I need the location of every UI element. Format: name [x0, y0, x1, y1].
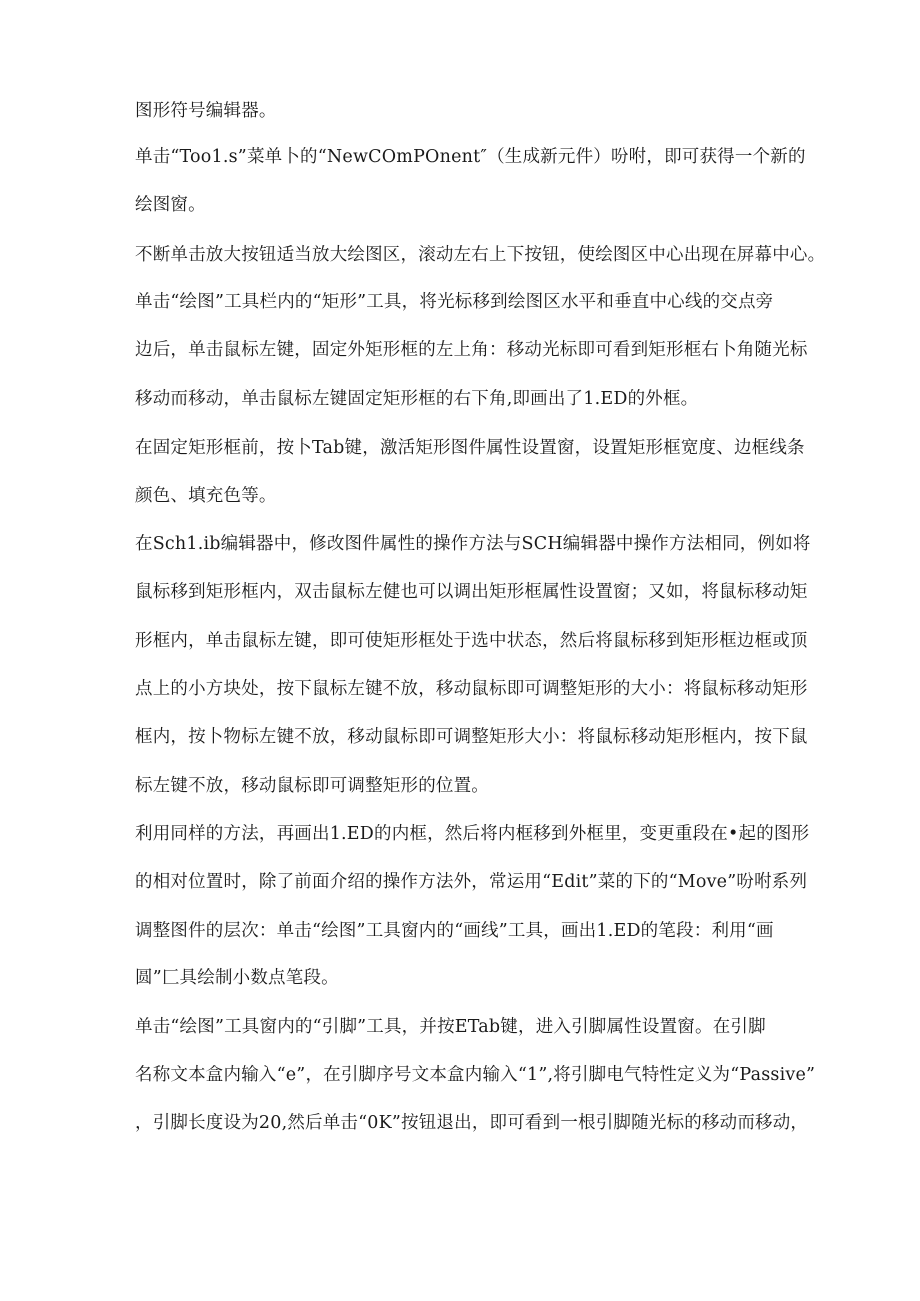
text-line: 鼠标移到矩形框内，双击鼠标左健也可以调出矩形框属性设置窗；又如，将鼠标移动矩: [135, 582, 808, 602]
text-line: 图形符号编辑器。: [135, 101, 277, 121]
text-line: 单击“Too1.s”菜单卜的“NewCOmPOnent″（生成新元件）吩咐，即可获得一个新的: [135, 147, 806, 167]
text-line: 在固定矩形框前，按卜Tab键，激活矩形图件属性设置窗，设置矩形框宽度、边框线条: [135, 438, 805, 458]
text-line: 颜色、填充色等。: [135, 486, 277, 506]
text-line: 名称文本盒内输入“e”，在引脚序号文本盒内输入“1”,将引脚电气特性定义为“Passive”: [135, 1065, 816, 1085]
text-line: 的相对位置时，除了前面介绍的操作方法外，常运用“Edit”菜的下的“Move”吩咐系列: [135, 872, 808, 892]
text-line: 利用同样的方法，再画出1.ED的内框，然后将内框移到外框里，变更重段在•起的图形: [135, 824, 810, 844]
text-line: 绘图窗。: [135, 195, 206, 215]
text-line: 边后，单击鼠标左键，固定外矩形框的左上角：移动光标即可看到矩形框右卜角随光标: [135, 340, 808, 360]
text-line: 单击“绘图”工具窗内的“引脚”工具，并按ETab键，进入引脚属性设置窗。在引脚: [135, 1017, 766, 1037]
text-line: 在Sch1.ib编辑器中，修改图件属性的操作方法与SCH编辑器中操作方法相同，例如将: [135, 534, 811, 554]
text-line: 框内，按卜物标左键不放，移动鼠标即可调整矩形大小：将鼠标移动矩形框内，按下鼠: [135, 727, 808, 747]
text-line: 形框内，单击鼠标左键，即可使矩形框处于选中状态，然后将鼠标移到矩形框边框或顶: [135, 631, 808, 651]
text-line: ，引脚长度设为20,然后单击“0K”按钮退出，即可看到一根引脚随光标的移动而移动，: [135, 1113, 809, 1133]
text-line: 单击“绘图”工具栏内的“矩形”工具，将光标移到绘图区水平和垂直中心线的交点旁: [135, 292, 774, 312]
text-line: 点上的小方块处，按下鼠标左键不放，移动鼠标即可调整矩形的大小：将鼠标移动矩形: [135, 679, 808, 699]
text-line: 标左键不放，移动鼠标即可调整矩形的位置。: [135, 776, 489, 796]
text-line: 圆”匚具绘制小数点笔段。: [135, 968, 339, 988]
text-line: 不断单击放大按钮适当放大绘图区，滚动左右上下按钮，使绘图区中心出现在屏幕中心。: [135, 245, 826, 265]
text-line: 移动而移动，单击鼠标左键固定矩形框的右下角,即画出了1.ED的外框。: [135, 389, 699, 409]
text-line: 调整图件的层次：单击“绘图”工具窗内的“画线”工具，画出1.ED的笔段：利用“画: [135, 921, 774, 941]
